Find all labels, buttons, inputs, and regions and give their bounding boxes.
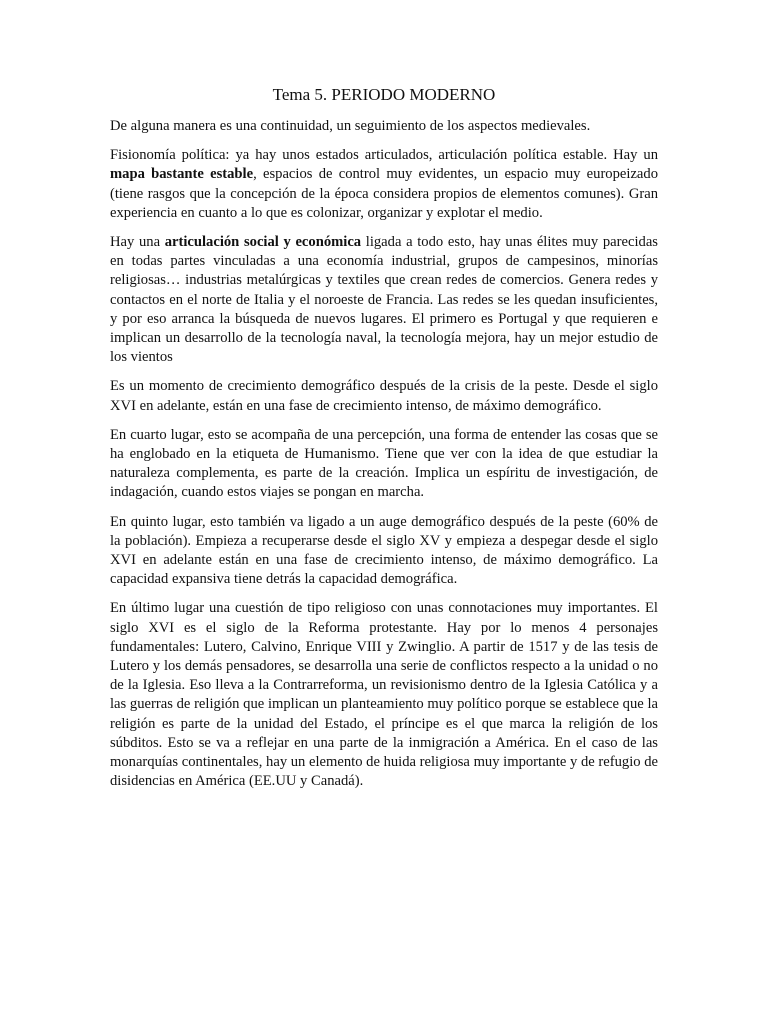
paragraph-text: Hay una xyxy=(110,234,165,251)
paragraph-humanism: En cuarto lugar, esto se acompaña de una percepción, una forma de entender las cosas que se ha englobado en la etiqueta de Humanismo. Tiene que ver con la idea de que estudiar la naturaleza complementa, es parte de la creación. Implica un espíritu de investigación, de indagación, cuando estos viajes se pongan en marcha. xyxy=(110,426,658,501)
paragraph-text: ligada a todo esto, hay unas élites muy parecidas en todas partes vinculadas a una economía industrial, grupos de campesinos, minorías religiosas… industrias metalúrgicas y textiles que crean redes de comercios. Genera redes y contactos en el norte de Italia y el noroeste de Francia. Las redes se les quedan insuficientes, y por eso arranca la búsqueda de nuevos lugares. El primero es Portugal y que requieren e implican un desarrollo de la tecnología naval, la tecnología mejora, hay un mejor estudio de los vientos xyxy=(110,234,658,366)
paragraph-demographic: Es un momento de crecimiento demográfico después de la crisis de la peste. Desde el siglo XVI en adelante, están en una fase de crecimiento intenso, de máximo demográfico. xyxy=(110,378,658,414)
document-title: Tema 5. PERIODO MODERNO xyxy=(272,85,496,104)
paragraph-religion: En último lugar una cuestión de tipo religioso con unas connotaciones muy importantes. El siglo XVI es el siglo de la Reforma protestante. Hay por lo menos 4 personajes fundamentales: Lutero, Calvino, Enrique VIII y Zwinglio. A partir de 1517 y de las tesis de Lutero y los demás pensadores, se desarrolla una serie de conflictos respecto a la unidad o no de la Iglesia. Eso lleva a la Contrarreforma, un revisionismo dentro de la Iglesia Católica y a las guerras de religión que implican un planteamiento muy político porque se establece que la religión es parte de la unidad del Estado, el príncipe es el que marca la religión de los súbditos. Esto se va a reflejar en una parte de la inmigración a América. En el caso de las monarquías continentales, hay un elemento de huida religiosa muy importante y de refugio de disidencias en América (EE.UU y Canadá). xyxy=(110,600,658,790)
paragraph-fifth: En quinto lugar, esto también va ligado a un auge demográfico después de la peste (60% de la población). Empieza a recuperarse desde el siglo XV y empieza a despegar desde el siglo XVI en adelante están en una fase de crecimiento intenso, de máximo demográfico. La capacidad expansiva tiene detrás la capacidad demográfica. xyxy=(110,513,658,588)
paragraph-political xyxy=(110,146,658,223)
paragraph-social-economic xyxy=(110,233,658,367)
bold-term: mapa bastante estable xyxy=(110,166,254,183)
paragraph-text: , espacios de control muy evidentes, un espacio muy europeizado (tiene rasgos que la concepción de la época considera propios de elementos comunes). Gran experiencia en cuanto a lo que es colonizar, organizar y explotar el medio. xyxy=(110,166,658,221)
bold-term: articulación social y económica xyxy=(164,234,362,251)
paragraph-text: Fisionomía política: ya hay unos estados articulados, articulación política estable. Hay un xyxy=(110,147,658,164)
paragraph-intro: De alguna manera es una continuidad, un seguimiento de los aspectos medievales. xyxy=(110,118,591,134)
document-body xyxy=(110,84,658,802)
